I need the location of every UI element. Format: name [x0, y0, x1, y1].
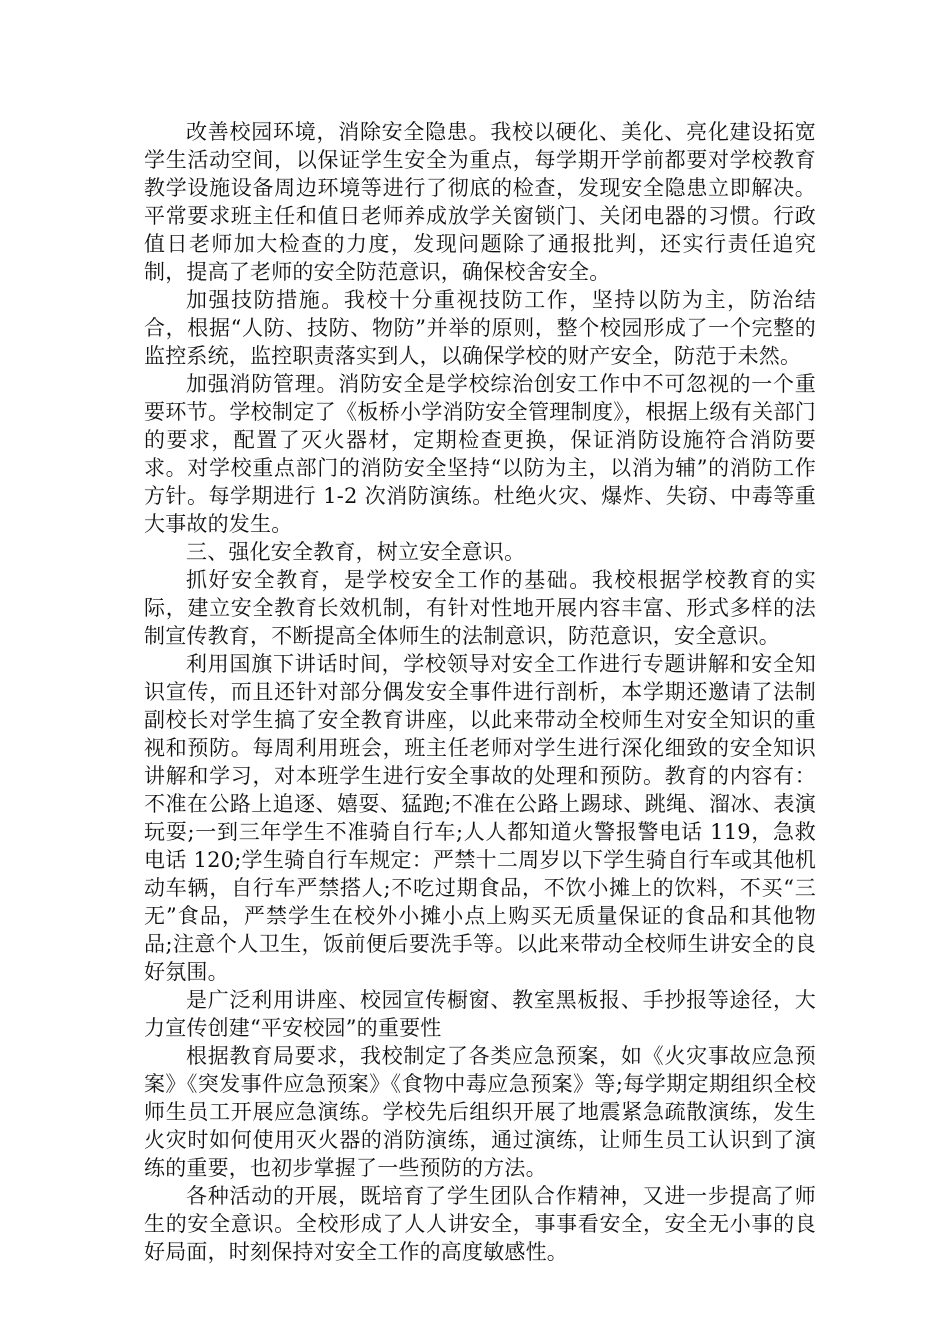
document-body	[144, 118, 816, 1266]
paragraph-flag-speech-and-class-meetings: 利用国旗下讲话时间，学校领导对安全工作进行专题讲解和安全知识宣传，而且还针对部分偶发安全事件进行剖析，本学期还邀请了法制副校长对学生搞了安全教育讲座，以此来带动全校师生对安全知识的重视和预防。每周利用班会，班主任老师对学生进行深化细致的安全知识讲解和学习，对本班学生进行安全事故的处理和预防。教育的内容有：不准在公路上追逐、嬉耍、猛跑;不准在公路上踢球、跳绳、溜冰、表演玩耍;一到三年学生不准骑自行车;人人都知道火警报警电话 119，急救电话 120;学生骑自行车规定：严禁十二周岁以下学生骑自行车或其他机动车辆，自行车严禁搭人;不吃过期食品，不饮小摊上的饮料，不买“三无”食品，严禁学生在校外小摊小点上购买无质量保证的食品和其他物品;注意个人卫生，饭前便后要洗手等。以此来带动全校师生讲安全的良好氛围。	[144, 652, 816, 984]
paragraph-fire-management: 加强消防管理。消防安全是学校综治创安工作中不可忽视的一个重要环节。学校制定了《板桥小学消防安全管理制度》，根据上级有关部门的要求，配置了灭火器材，定期检查更换，保证消防设施符合消防要求。对学校重点部门的消防安全坚持“以防为主，以消为辅”的消防工作方针。每学期进行 1-2 次消防演练。杜绝火灾、爆炸、失窃、中毒等重大事故的发生。	[144, 372, 816, 536]
paragraph-publicity-channels: 是广泛利用讲座、校园宣传橱窗、教室黑板报、手抄报等途径，大力宣传创建“平安校园”的重要性	[144, 988, 816, 1040]
paragraph-safety-education-basis: 抓好安全教育，是学校安全工作的基础。我校根据学校教育的实际，建立安全教育长效机制，有针对性地开展内容丰富、形式多样的法制宣传教育，不断提高全体师生的法制意识，防范意识，安全意识。	[144, 568, 816, 648]
section-heading-safety-education: 三、强化安全教育，树立安全意识。	[186, 540, 526, 564]
paragraph-activities-summary: 各种活动的开展，既培育了学生团队合作精神，又进一步提高了师生的安全意识。全校形成了人人讲安全，事事看安全，安全无小事的良好局面，时刻保持对安全工作的高度敏感性。	[144, 1184, 816, 1264]
paragraph-emergency-plans: 根据教育局要求，我校制定了各类应急预案，如《火灾事故应急预案》《突发事件应急预案》《食物中毒应急预案》等;每学期定期组织全校师生员工开展应急演练。学校先后组织开展了地震紧急疏散演练，发生火灾时如何使用灭火器的消防演练，通过演练，让师生员工认识到了演练的重要，也初步掌握了一些预防的方法。	[144, 1044, 816, 1180]
paragraph-technical-prevention: 加强技防措施。我校十分重视技防工作，坚持以防为主，防治结合，根据“人防、技防、物防”并举的原则，整个校园形成了一个完整的监控系统，监控职责落实到人，以确保学校的财产安全，防范于未然。	[144, 288, 816, 368]
paragraph-campus-environment: 改善校园环境，消除安全隐患。我校以硬化、美化、亮化建设拓宽学生活动空间，以保证学生安全为重点，每学期开学前都要对学校教育教学设施设备周边环境等进行了彻底的检查，发现安全隐患立即解决。平常要求班主任和值日老师养成放学关窗锁门、关闭电器的习惯。行政值日老师加大检查的力度，发现问题除了通报批判，还实行责任追究制，提高了老师的安全防范意识，确保校舍安全。	[144, 120, 816, 284]
